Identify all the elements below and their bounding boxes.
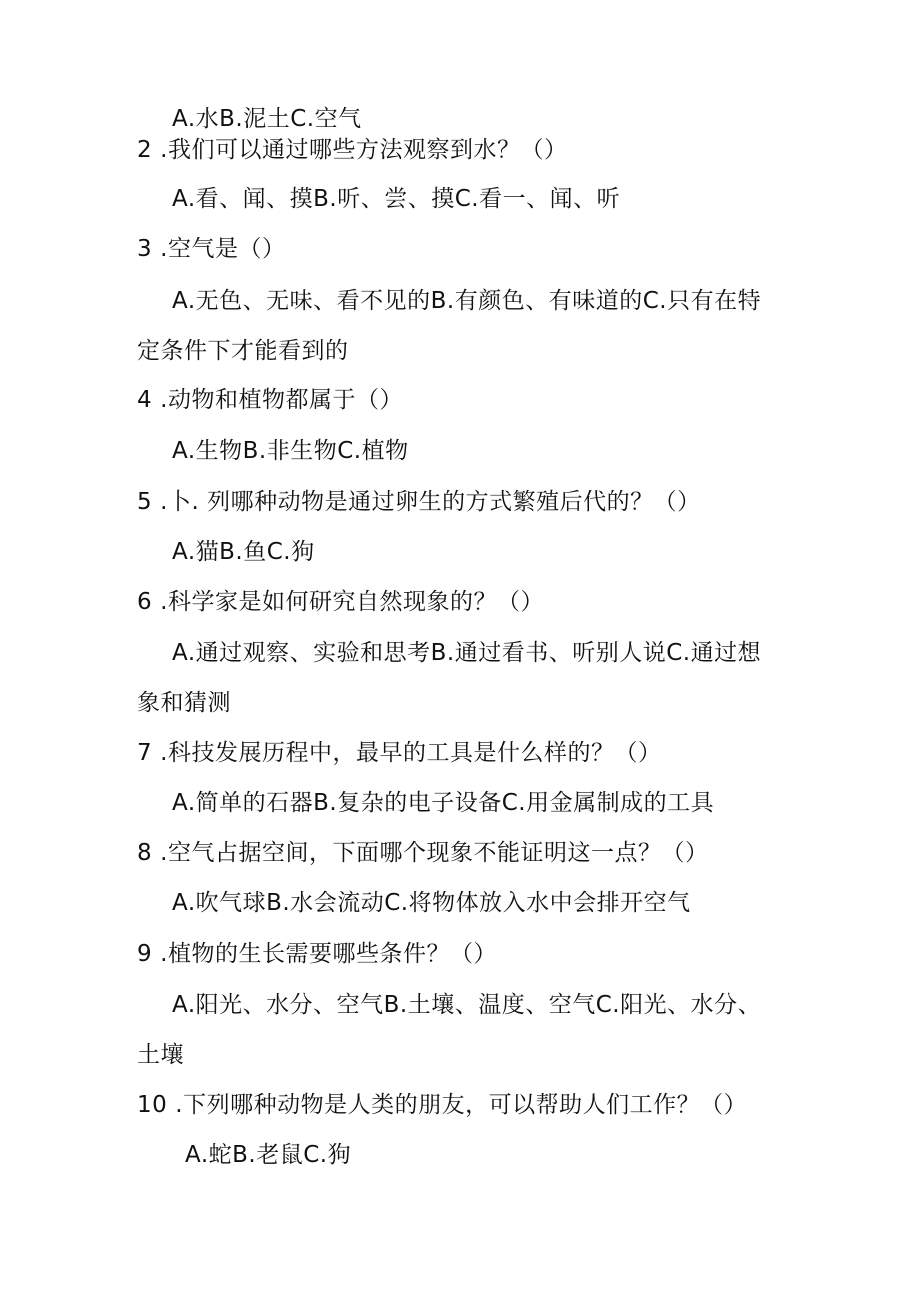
question-line xyxy=(137,738,661,768)
question-number: 9 xyxy=(137,941,153,967)
question-number: 10 xyxy=(137,1092,168,1118)
option-text: 定条件下才能看到的 xyxy=(137,338,349,364)
option-text: A.生物B.非生物C.植物 xyxy=(172,438,409,464)
question-line xyxy=(137,234,285,264)
question-text: .我们可以通过哪些方法观察到水？（） xyxy=(160,137,568,163)
option-line xyxy=(172,184,620,214)
question-line xyxy=(137,587,544,617)
question-line xyxy=(137,385,403,415)
option-line xyxy=(172,638,761,668)
option-line xyxy=(172,990,761,1020)
question-number: 4 xyxy=(137,387,153,413)
question-number: 5 xyxy=(137,489,153,515)
question-number: 2 xyxy=(137,137,153,163)
option-text: A.阳光、水分、空气B.土壤、温度、空气C.阳光、水分、 xyxy=(172,992,762,1018)
question-text: .植物的生长需要哪些条件？（） xyxy=(160,941,497,967)
question-text: .卜. 列哪种动物是通过卵生的方式繁殖后代的？（） xyxy=(160,489,701,515)
question-text: .科学家是如何研究自然现象的？（） xyxy=(160,589,544,615)
option-text: 象和猜测 xyxy=(137,690,231,716)
question-number: 6 xyxy=(137,589,153,615)
continuation-line xyxy=(137,1040,184,1070)
question-line xyxy=(137,487,701,517)
option-text: A.蛇B.老鼠C.狗 xyxy=(185,1142,352,1168)
question-number: 8 xyxy=(137,840,153,866)
option-text: A.吹气球B.水会流动C.将物体放入水中会排开空气 xyxy=(172,890,691,916)
continuation-line xyxy=(137,336,349,366)
option-text: 土壤 xyxy=(137,1042,184,1068)
continuation-line xyxy=(137,688,231,718)
option-text: A.简单的石器B.复杂的电子设备C.用金属制成的工具 xyxy=(172,790,715,816)
option-line xyxy=(172,788,714,818)
option-text: A.无色、无味、看不见的B.有颜色、有味道的C.只有在特 xyxy=(172,288,762,314)
option-line xyxy=(172,286,761,316)
question-text: .动物和植物都属于（） xyxy=(160,387,403,413)
question-text: .空气是（） xyxy=(160,236,286,262)
option-line xyxy=(185,1140,351,1170)
option-text: A.猫B.鱼C.狗 xyxy=(172,539,315,565)
question-text: .科技发展历程中，最早的工具是什么样的？（） xyxy=(160,740,662,766)
question-text: .空气占据空间，下面哪个现象不能证明这一点？（） xyxy=(160,840,709,866)
option-line xyxy=(172,537,315,567)
option-text: A.通过观察、实验和思考B.通过看书、听别人说C.通过想 xyxy=(172,640,762,666)
question-line xyxy=(137,838,708,868)
option-line xyxy=(172,888,691,918)
question-line xyxy=(137,939,497,969)
option-text: A.看、闻、摸B.听、尝、摸C.看一、闻、听 xyxy=(172,186,621,212)
question-line xyxy=(137,1090,747,1120)
question-text: .下列哪种动物是人类的朋友，可以帮助人们工作？（） xyxy=(175,1092,748,1118)
question-number: 7 xyxy=(137,740,153,766)
question-line xyxy=(137,135,567,165)
option-line xyxy=(172,436,409,466)
question-number: 3 xyxy=(137,236,153,262)
option-line xyxy=(172,104,362,134)
option-text: A.水B.泥土C.空气 xyxy=(172,106,362,132)
